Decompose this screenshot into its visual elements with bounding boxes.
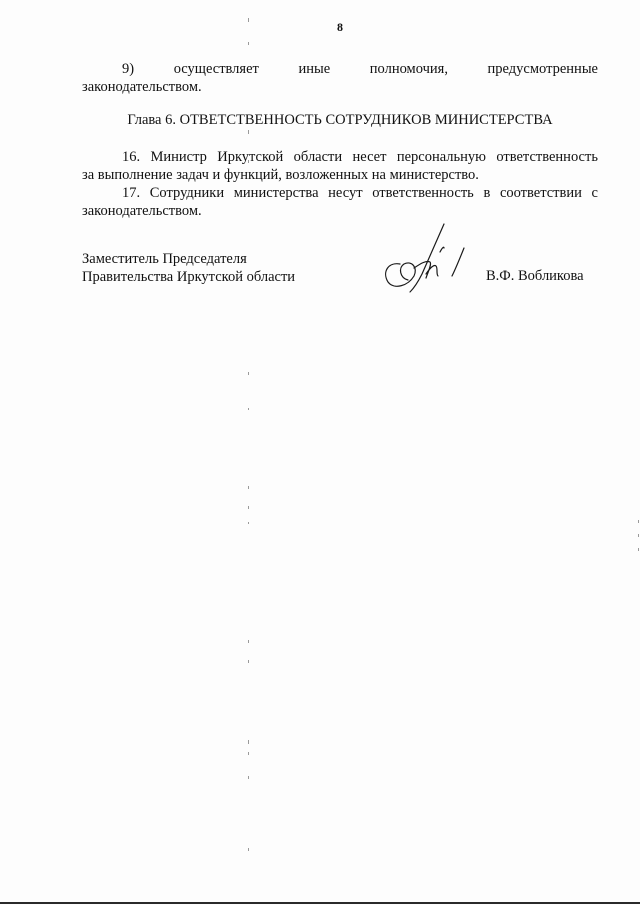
paragraph-17-line-2: законодательством.: [82, 203, 202, 219]
paragraph-16-word: 16.: [122, 149, 141, 165]
signatory-position-line-2: Правительства Иркутской области: [82, 269, 296, 285]
paragraph-16-word: Иркутской: [217, 149, 284, 165]
paragraph-17-word: несут: [328, 185, 363, 201]
item-9-word: осуществляет: [173, 61, 259, 77]
paragraph-16-word: Министр: [150, 149, 207, 165]
handwritten-signature: [380, 218, 470, 298]
paragraph-17-word: Сотрудники: [149, 185, 225, 201]
paragraph-17-word: министерства: [233, 185, 319, 201]
item-9-number: 9): [122, 61, 135, 77]
paragraph-17-word: соответствии: [499, 185, 582, 201]
paragraph-17: [82, 184, 598, 220]
paragraph-17-word: ответственность: [372, 185, 474, 201]
signatory-position-line-1: Заместитель Председателя: [82, 251, 247, 267]
chapter-heading: Глава 6. ОТВЕТСТВЕННОСТЬ СОТРУДНИКОВ МИНИСТЕРСТВА: [127, 112, 553, 128]
item-9: [82, 60, 598, 96]
item-9-word: иные: [298, 61, 331, 77]
paragraph-16-line-1: [82, 148, 598, 166]
paragraph-17-word: в: [483, 185, 491, 201]
paragraph-16-word: несет: [352, 149, 387, 165]
paragraph-17-word: с: [591, 185, 598, 201]
paragraph-16-word: персональную: [396, 149, 486, 165]
paragraph-16-word: области: [293, 149, 343, 165]
paragraph-17-word: 17.: [122, 185, 141, 201]
paragraph-16: [82, 148, 598, 184]
item-9-line-2: законодательством.: [82, 79, 202, 95]
item-9-word: предусмотренные: [487, 61, 598, 77]
signatory-position: [82, 250, 295, 286]
paragraph-17-line-1: [82, 184, 598, 202]
item-9-word: полномочия,: [369, 61, 448, 77]
paragraph-16-word: ответственность: [496, 149, 598, 165]
paragraph-16-line-2: за выполнение задач и функций, возложенных на министерство.: [82, 167, 479, 183]
scan-artifact-edge: [636, 520, 640, 560]
item-9-line-1: [82, 60, 598, 78]
page-number: 8: [337, 20, 343, 34]
signatory-name: В.Ф. Вобликова: [486, 268, 584, 284]
scan-artifact-dots: [246, 0, 252, 905]
scan-bottom-edge: [0, 901, 640, 905]
